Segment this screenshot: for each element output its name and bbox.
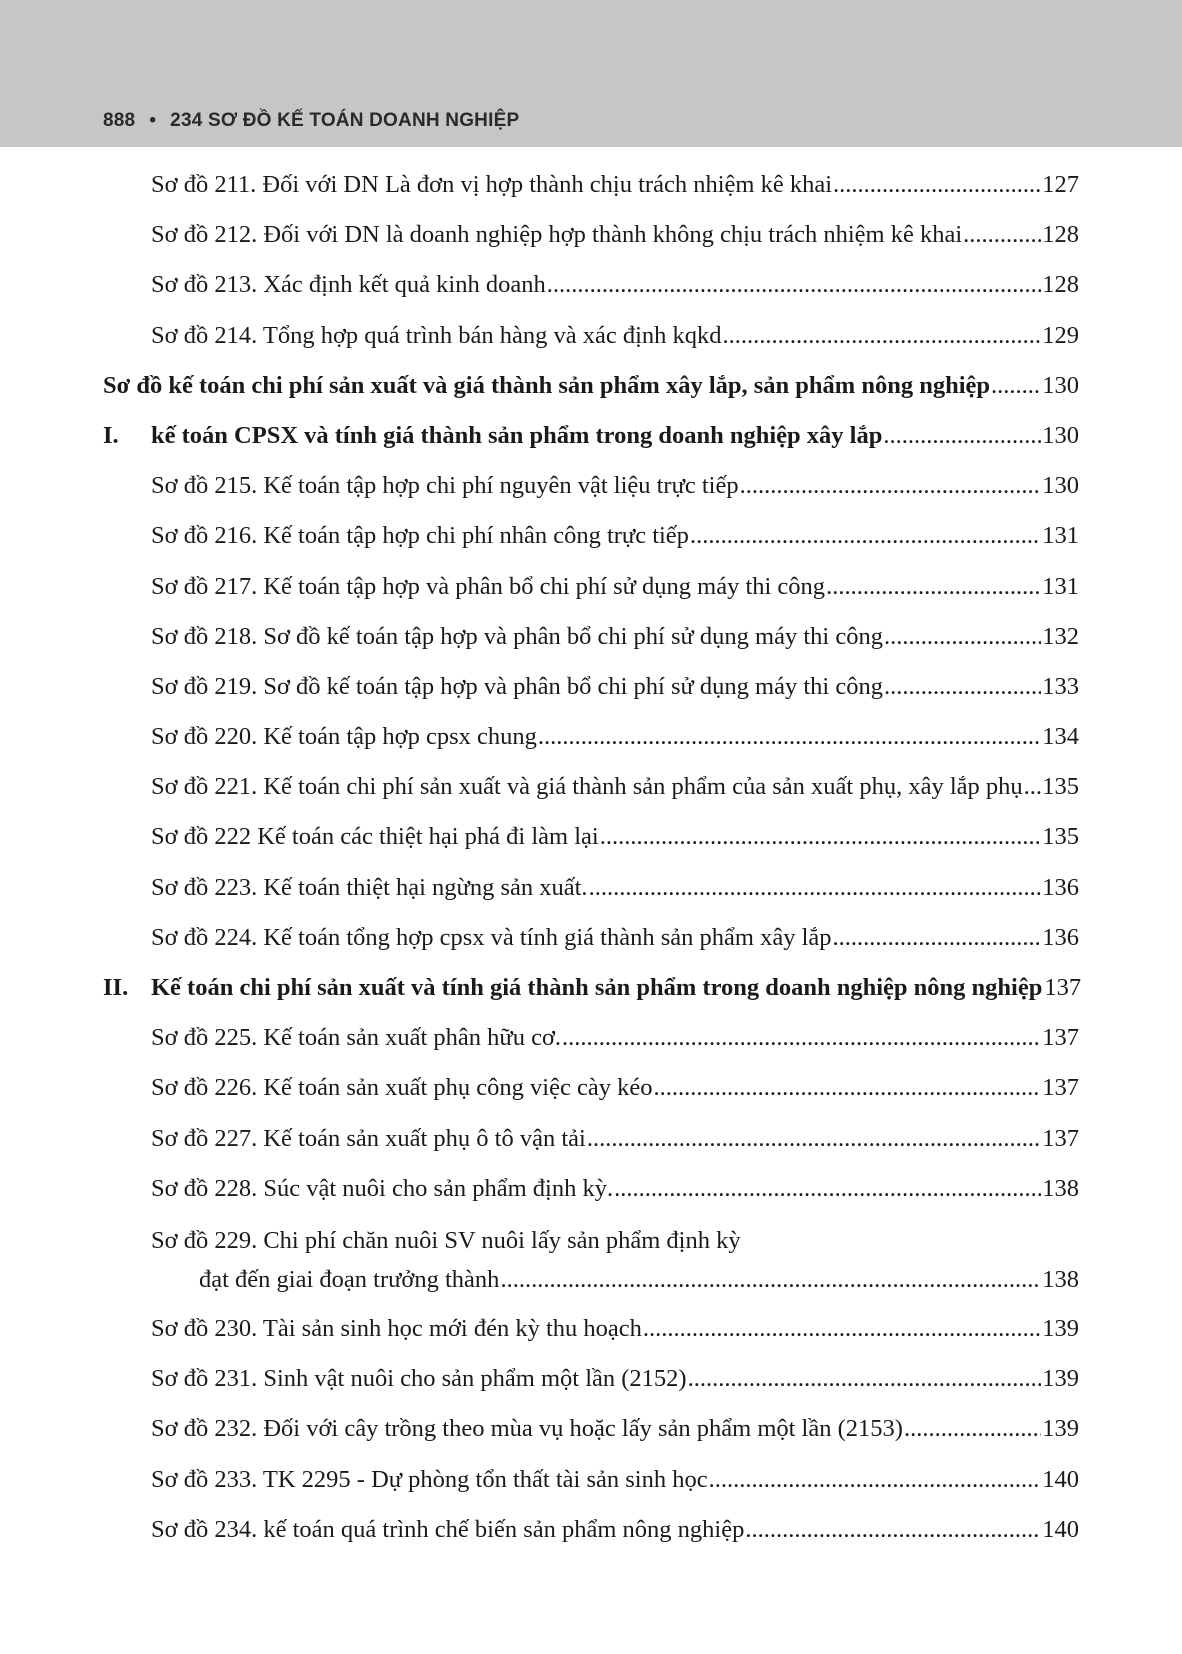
dot-leader [538, 712, 1041, 762]
book-title: 234 SƠ ĐỒ KẾ TOÁN DOANH NGHIỆP [170, 110, 520, 131]
dot-leader [500, 1260, 1041, 1300]
dot-leader [547, 260, 1042, 310]
toc-entry-page: 136 [1042, 873, 1079, 901]
running-head [103, 110, 519, 132]
toc-entry-page: 139 [1042, 1365, 1079, 1393]
dot-leader [826, 562, 1041, 612]
dot-leader [589, 863, 1042, 913]
dot-leader [600, 812, 1042, 862]
toc-entry-page: 130 [1042, 421, 1079, 449]
toc-subsection-heading[interactable] [103, 963, 1082, 1013]
toc-entry-page: 138 [1042, 1174, 1079, 1202]
toc-entry-title: Sơ đồ 230. Tài sản sinh học mới đén kỳ thu hoạch [151, 1314, 642, 1342]
dot-leader [904, 1404, 1041, 1454]
toc-entry-title: Sơ đồ 224. Kế toán tổng hợp cpsx và tính giá thành sản phẩm xây lắp [151, 923, 832, 951]
toc-entry-title: Sơ đồ 215. Kế toán tập hợp chi phí nguyên vật liệu trực tiếp [151, 472, 739, 500]
toc-entry-title: Sơ đồ 212. Đối với DN là doanh nghiệp hợp thành không chịu trách nhiệm kê khai [151, 221, 963, 249]
toc-entry-page: 131 [1042, 522, 1079, 550]
toc-entry-title: Sơ đồ 231. Sinh vật nuôi cho sản phẩm một lần (2152) [151, 1365, 687, 1393]
toc-entry-page: 129 [1042, 321, 1079, 349]
toc-entry[interactable] [103, 1505, 1079, 1555]
toc-entry[interactable] [103, 1114, 1079, 1164]
toc-entry-title: Sơ đồ 216. Kế toán tập hợp chi phí nhân công trực tiếp [151, 522, 689, 550]
toc-entry-title: Sơ đồ 220. Kế toán tập hợp cpsx chung [151, 723, 537, 751]
toc-entry[interactable] [103, 762, 1079, 812]
toc-entry-page: 130 [1042, 472, 1079, 500]
toc-entry-title: Sơ đồ 217. Kế toán tập hợp và phân bổ chi phí sử dụng máy thi công [151, 572, 826, 600]
toc-entry-page: 128 [1042, 221, 1079, 249]
toc-entry-title: Sơ đồ 232. Đối với cây trồng theo mùa vụ hoặc lấy sản phẩm một lần (2153) [151, 1415, 903, 1443]
toc-entry[interactable] [103, 812, 1079, 862]
table-of-contents [103, 160, 1082, 1555]
toc-entry-title: Kế toán chi phí sản xuất và tính giá thành sản phẩm trong doanh nghiệp nông nghiệp [151, 974, 1043, 1001]
dot-leader [614, 1164, 1041, 1214]
toc-entry-page: 127 [1042, 171, 1079, 198]
toc-entry-page: 140 [1042, 1465, 1079, 1493]
toc-entry-title: Sơ đồ 222 Kế toán các thiệt hại phá đi làm lại [151, 823, 599, 851]
dot-leader [833, 160, 1041, 210]
toc-entry-page: 137 [1042, 1024, 1079, 1052]
toc-section-heading[interactable] [103, 361, 1079, 411]
dot-leader [709, 1455, 1042, 1505]
toc-entry[interactable] [103, 612, 1079, 662]
dot-leader [690, 511, 1041, 561]
toc-entry[interactable] [103, 210, 1079, 260]
toc-entry[interactable] [103, 1013, 1079, 1063]
toc-subsection-heading[interactable] [103, 411, 1079, 461]
toc-entry-title: Sơ đồ 226. Kế toán sản xuất phụ công việc cày kéo [151, 1074, 653, 1102]
dot-leader [991, 361, 1041, 411]
toc-entry-title: Sơ đồ kế toán chi phí sản xuất và giá thành sản phẩm xây lắp, sản phẩm nông nghiệp [103, 371, 991, 399]
toc-entry-title: Sơ đồ 233. TK 2295 - Dự phòng tổn thất tài sản sinh học [151, 1465, 708, 1493]
toc-section-number: II. [103, 974, 129, 1001]
toc-entry[interactable] [103, 1404, 1079, 1454]
dot-leader [587, 1114, 1041, 1164]
toc-entry-page: 136 [1042, 923, 1079, 951]
toc-entry-title: Sơ đồ 221. Kế toán chi phí sản xuất và giá thành sản phẩm của sản xuất phụ, xây lắp phụ [151, 773, 1023, 801]
toc-entry-title: Sơ đồ 225. Kế toán sản xuất phân hữu cơ. [151, 1024, 562, 1052]
toc-entry[interactable] [103, 160, 1079, 210]
toc-entry[interactable] [103, 311, 1079, 361]
toc-entry-page: 139 [1042, 1415, 1079, 1443]
toc-entry-page: 128 [1042, 271, 1079, 299]
toc-entry[interactable] [103, 562, 1079, 612]
toc-entry-continuation [151, 1260, 1079, 1304]
toc-entry-page: 139 [1042, 1314, 1079, 1342]
toc-entry-title-line2: đạt đến giai đoạn trưởng thành [199, 1265, 500, 1293]
toc-entry-title: Sơ đồ 213. Xác định kết quả kinh doanh [151, 271, 546, 299]
toc-entry-title: Sơ đồ 228. Súc vật nuôi cho sản phẩm định kỳ. [151, 1174, 614, 1202]
toc-entry[interactable] [103, 511, 1079, 561]
dot-leader [745, 1505, 1041, 1555]
toc-entry[interactable] [103, 260, 1079, 310]
toc-entry-title: Sơ đồ 211. Đối với DN Là đơn vị hợp thành chịu trách nhiệm kê khai [151, 171, 832, 198]
toc-entry-title: Sơ đồ 214. Tổng hợp quá trình bán hàng và xác định kqkd [151, 321, 722, 349]
toc-entry-page: 137 [1042, 1124, 1079, 1152]
toc-entry[interactable] [103, 913, 1079, 963]
toc-entry-page: 133 [1042, 672, 1079, 700]
toc-entry-page: 140 [1042, 1515, 1079, 1543]
dot-leader [833, 913, 1042, 963]
dot-leader [740, 461, 1042, 511]
dot-leader [653, 1063, 1041, 1113]
dot-leader [688, 1354, 1042, 1404]
toc-section-number: I. [103, 421, 119, 449]
dot-leader [643, 1304, 1041, 1354]
toc-entry-page: 132 [1042, 622, 1079, 650]
toc-entry-title: Sơ đồ 218. Sơ đồ kế toán tập hợp và phân bổ chi phí sử dụng máy thi công [151, 622, 883, 650]
toc-entry-title: Sơ đồ 229. Chi phí chăn nuôi SV nuôi lấy sản phẩm định kỳ [151, 1226, 741, 1254]
toc-entry-page: 130 [1042, 371, 1079, 399]
toc-entry-page: 135 [1042, 773, 1079, 801]
toc-entry-title: Sơ đồ 227. Kế toán sản xuất phụ ô tô vận tải [151, 1124, 586, 1152]
toc-entry-title: kế toán CPSX và tính giá thành sản phẩm trong doanh nghiệp xây lắp [151, 421, 883, 449]
toc-entry[interactable] [103, 1304, 1079, 1354]
toc-entry[interactable] [103, 1214, 1079, 1304]
toc-entry-title: Sơ đồ 219. Sơ đồ kế toán tập hợp và phân bổ chi phí sử dụng máy thi công [151, 672, 883, 700]
toc-entry-page: 134 [1042, 723, 1079, 751]
toc-entry[interactable] [103, 1164, 1079, 1214]
toc-entry[interactable] [103, 1354, 1079, 1404]
page-number: 888 [103, 110, 136, 131]
toc-entry-page: 131 [1042, 572, 1079, 600]
dot-leader [884, 662, 1041, 712]
toc-entry-title: Sơ đồ 234. kế toán quá trình chế biến sản phẩm nông nghiệp [151, 1515, 745, 1543]
toc-entry[interactable] [103, 863, 1079, 913]
toc-entry[interactable] [103, 712, 1079, 762]
toc-entry[interactable] [103, 1455, 1079, 1505]
dot-leader [884, 612, 1041, 662]
dot-leader [883, 411, 1041, 461]
toc-entry-page: 135 [1042, 823, 1079, 851]
dot-leader [1024, 762, 1042, 812]
dot-leader [562, 1013, 1041, 1063]
dot-leader [723, 311, 1042, 361]
toc-entry[interactable] [103, 1063, 1079, 1113]
toc-entry-page: 137 [1042, 1074, 1079, 1102]
toc-entry[interactable] [103, 461, 1079, 511]
toc-entry-title: Sơ đồ 223. Kế toán thiệt hại ngừng sản xuất. [151, 873, 588, 901]
page-header [0, 0, 1182, 147]
toc-entry-page: 138 [1042, 1265, 1079, 1293]
dot-leader [963, 210, 1041, 260]
header-separator: • [149, 110, 157, 131]
toc-entry[interactable] [103, 662, 1079, 712]
toc-entry-page: 137 [1044, 974, 1082, 1001]
